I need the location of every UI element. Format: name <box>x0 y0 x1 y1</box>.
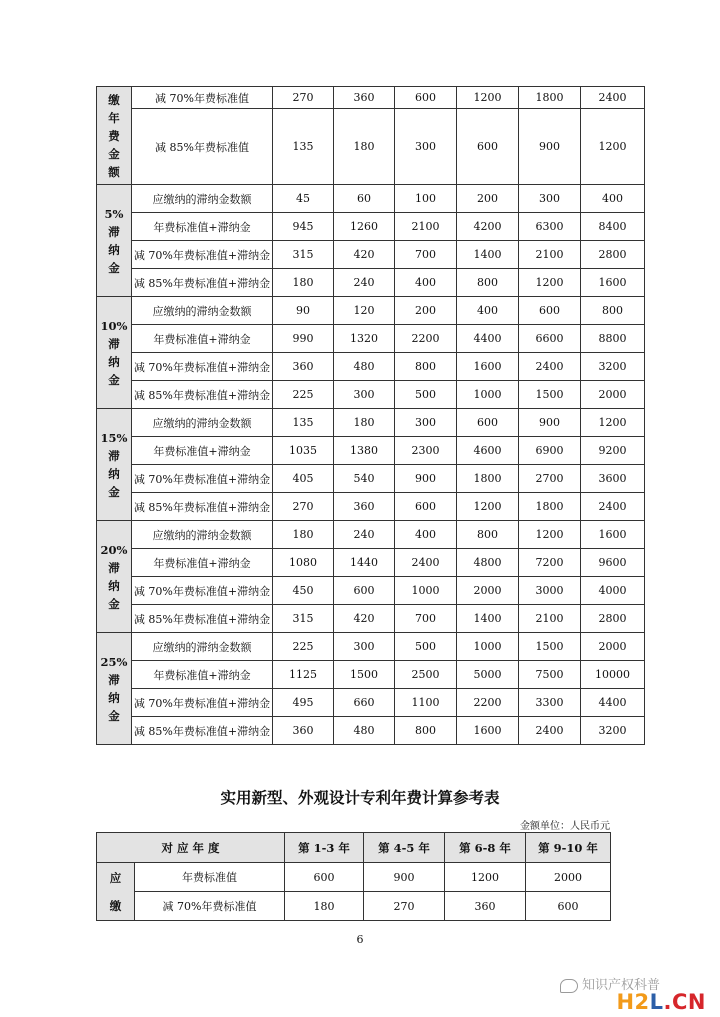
value-cell: 4600 <box>457 437 519 465</box>
value-cell: 7500 <box>519 661 581 689</box>
value-cell: 2100 <box>395 213 457 241</box>
value-cell: 60 <box>334 185 395 213</box>
row-label: 年费标准值 <box>135 863 285 892</box>
value-cell: 1600 <box>581 521 645 549</box>
value-cell: 1260 <box>334 213 395 241</box>
value-cell: 2400 <box>581 87 645 109</box>
value-cell: 200 <box>457 185 519 213</box>
value-cell: 500 <box>395 381 457 409</box>
value-cell: 10000 <box>581 661 645 689</box>
value-cell: 180 <box>273 521 334 549</box>
table-row <box>97 717 645 745</box>
value-cell: 540 <box>334 465 395 493</box>
value-cell: 1500 <box>334 661 395 689</box>
value-cell: 300 <box>395 109 457 185</box>
value-cell: 1100 <box>395 689 457 717</box>
value-cell: 1000 <box>457 633 519 661</box>
value-cell: 4200 <box>457 213 519 241</box>
row-label: 年费标准值+滞纳金 <box>132 661 273 689</box>
value-cell: 240 <box>334 269 395 297</box>
table-row <box>97 381 645 409</box>
row-label: 年费标准值+滞纳金 <box>132 325 273 353</box>
value-cell: 1440 <box>334 549 395 577</box>
value-cell: 800 <box>581 297 645 325</box>
value-cell: 4800 <box>457 549 519 577</box>
group-label <box>97 521 132 633</box>
value-cell: 900 <box>395 465 457 493</box>
utility-design-fee-table <box>96 832 611 921</box>
value-cell: 480 <box>334 353 395 381</box>
value-cell: 2400 <box>519 353 581 381</box>
value-cell: 1400 <box>457 241 519 269</box>
brand-part-3: .CN <box>663 990 706 1014</box>
value-cell: 1200 <box>457 87 519 109</box>
table-row <box>97 297 645 325</box>
value-cell: 3200 <box>581 717 645 745</box>
row-label: 减 85%年费标准值+滞纳金 <box>132 605 273 633</box>
table-row <box>97 661 645 689</box>
table-row <box>97 493 645 521</box>
table-row <box>97 549 645 577</box>
group-label-text: 5% 滞 纳 金 <box>104 206 124 275</box>
row-label: 减 70%年费标准值 <box>132 87 273 109</box>
value-cell: 315 <box>273 241 334 269</box>
table-row <box>97 465 645 493</box>
value-cell: 1200 <box>581 109 645 185</box>
brand-part-2: L <box>649 990 664 1014</box>
value-cell: 135 <box>273 109 334 185</box>
value-cell: 400 <box>457 297 519 325</box>
value-cell: 6600 <box>519 325 581 353</box>
table-row <box>97 269 645 297</box>
group-label-text: 10% 滞 纳 金 <box>100 318 128 387</box>
value-cell: 2100 <box>519 605 581 633</box>
value-cell: 4000 <box>581 577 645 605</box>
table-row <box>97 892 611 921</box>
value-cell: 1200 <box>581 409 645 437</box>
group-label <box>97 87 132 185</box>
value-cell: 9200 <box>581 437 645 465</box>
value-cell: 180 <box>285 892 364 921</box>
value-cell: 1000 <box>395 577 457 605</box>
value-cell: 3300 <box>519 689 581 717</box>
value-cell: 945 <box>273 213 334 241</box>
table-row <box>97 353 645 381</box>
page-number: 6 <box>356 933 364 946</box>
group-label <box>97 185 132 297</box>
value-cell: 360 <box>445 892 526 921</box>
value-cell: 420 <box>334 605 395 633</box>
header-cell: 第 4-5 年 <box>364 833 445 863</box>
row-label: 减 70%年费标准值+滞纳金 <box>132 353 273 381</box>
value-cell: 240 <box>334 521 395 549</box>
value-cell: 405 <box>273 465 334 493</box>
value-cell: 4400 <box>457 325 519 353</box>
header-cell: 第 1-3 年 <box>285 833 364 863</box>
value-cell: 600 <box>334 577 395 605</box>
group-label-text: 20% 滞 纳 金 <box>100 542 128 611</box>
row-label: 应缴纳的滞纳金数额 <box>132 521 273 549</box>
value-cell: 600 <box>285 863 364 892</box>
value-cell: 400 <box>395 269 457 297</box>
value-cell: 180 <box>273 269 334 297</box>
value-cell: 1800 <box>457 465 519 493</box>
value-cell: 1800 <box>519 87 581 109</box>
value-cell: 5000 <box>457 661 519 689</box>
value-cell: 600 <box>457 409 519 437</box>
row-label: 减 70%年费标准值+滞纳金 <box>132 689 273 717</box>
value-cell: 2800 <box>581 241 645 269</box>
value-cell: 360 <box>273 717 334 745</box>
value-cell: 2400 <box>395 549 457 577</box>
value-cell: 900 <box>519 409 581 437</box>
value-cell: 360 <box>334 87 395 109</box>
value-cell: 900 <box>519 109 581 185</box>
row-label: 年费标准值+滞纳金 <box>132 549 273 577</box>
watermark-text: 知识产权科普 <box>582 978 661 993</box>
value-cell: 1035 <box>273 437 334 465</box>
value-cell: 300 <box>334 381 395 409</box>
value-cell: 1380 <box>334 437 395 465</box>
value-cell: 1320 <box>334 325 395 353</box>
table-row <box>97 689 645 717</box>
value-cell: 800 <box>395 353 457 381</box>
group-label <box>97 297 132 409</box>
value-cell: 270 <box>273 493 334 521</box>
currency-unit: 金额单位：人民币元 <box>520 821 610 832</box>
value-cell: 2100 <box>519 241 581 269</box>
value-cell: 2400 <box>581 493 645 521</box>
value-cell: 8800 <box>581 325 645 353</box>
annual-fee-table <box>96 86 645 745</box>
value-cell: 4400 <box>581 689 645 717</box>
value-cell: 1400 <box>457 605 519 633</box>
value-cell: 495 <box>273 689 334 717</box>
brand-logo <box>616 990 706 1014</box>
row-label: 减 85%年费标准值+滞纳金 <box>132 381 273 409</box>
brand-part-1: H2 <box>616 990 650 1014</box>
value-cell: 3000 <box>519 577 581 605</box>
value-cell: 1125 <box>273 661 334 689</box>
value-cell: 1200 <box>445 863 526 892</box>
row-label: 年费标准值+滞纳金 <box>132 213 273 241</box>
table-row <box>97 87 645 109</box>
table-row <box>97 325 645 353</box>
group-label <box>97 409 132 521</box>
value-cell: 9600 <box>581 549 645 577</box>
value-cell: 3600 <box>581 465 645 493</box>
value-cell: 180 <box>334 409 395 437</box>
value-cell: 200 <box>395 297 457 325</box>
value-cell: 500 <box>395 633 457 661</box>
header-cell: 第 6-8 年 <box>445 833 526 863</box>
group-label-text: 应 缴 <box>109 870 122 913</box>
value-cell: 135 <box>273 409 334 437</box>
value-cell: 360 <box>334 493 395 521</box>
row-label: 减 70%年费标准值 <box>135 892 285 921</box>
value-cell: 800 <box>457 269 519 297</box>
value-cell: 180 <box>334 109 395 185</box>
value-cell: 270 <box>273 87 334 109</box>
table-row <box>97 863 611 892</box>
value-cell: 1200 <box>457 493 519 521</box>
table-row <box>97 605 645 633</box>
value-cell: 2200 <box>395 325 457 353</box>
value-cell: 1800 <box>519 493 581 521</box>
value-cell: 6300 <box>519 213 581 241</box>
row-label: 减 85%年费标准值+滞纳金 <box>132 717 273 745</box>
table-row <box>97 633 645 661</box>
value-cell: 400 <box>395 521 457 549</box>
value-cell: 120 <box>334 297 395 325</box>
table-row <box>97 241 645 269</box>
table-row <box>97 185 645 213</box>
row-label: 减 85%年费标准值+滞纳金 <box>132 493 273 521</box>
table-row <box>97 437 645 465</box>
value-cell: 6900 <box>519 437 581 465</box>
value-cell: 1500 <box>519 633 581 661</box>
value-cell: 2700 <box>519 465 581 493</box>
value-cell: 315 <box>273 605 334 633</box>
group-label-text: 25% 滞 纳 金 <box>100 654 128 723</box>
value-cell: 300 <box>334 633 395 661</box>
row-label: 应缴纳的滞纳金数额 <box>132 297 273 325</box>
value-cell: 600 <box>395 493 457 521</box>
value-cell: 8400 <box>581 213 645 241</box>
table-row <box>97 577 645 605</box>
value-cell: 3200 <box>581 353 645 381</box>
value-cell: 2000 <box>526 863 611 892</box>
value-cell: 1600 <box>581 269 645 297</box>
row-label: 应缴纳的滞纳金数额 <box>132 409 273 437</box>
group-label-text: 15% 滞 纳 金 <box>100 430 128 499</box>
value-cell: 1500 <box>519 381 581 409</box>
table-row <box>97 409 645 437</box>
row-label: 减 85%年费标准值 <box>132 109 273 185</box>
value-cell: 990 <box>273 325 334 353</box>
group-label-text: 缴 年 费 金 额 <box>108 92 120 179</box>
value-cell: 700 <box>395 605 457 633</box>
value-cell: 225 <box>273 381 334 409</box>
table-row <box>97 521 645 549</box>
value-cell: 2800 <box>581 605 645 633</box>
value-cell: 360 <box>273 353 334 381</box>
value-cell: 2000 <box>581 633 645 661</box>
value-cell: 1600 <box>457 353 519 381</box>
value-cell: 600 <box>519 297 581 325</box>
value-cell: 2500 <box>395 661 457 689</box>
row-label: 减 70%年费标准值+滞纳金 <box>132 577 273 605</box>
value-cell: 900 <box>364 863 445 892</box>
wechat-icon <box>560 979 578 993</box>
value-cell: 420 <box>334 241 395 269</box>
group-label <box>97 633 132 745</box>
row-label: 应缴纳的滞纳金数额 <box>132 185 273 213</box>
header-row <box>97 833 611 863</box>
value-cell: 450 <box>273 577 334 605</box>
value-cell: 1200 <box>519 269 581 297</box>
value-cell: 7200 <box>519 549 581 577</box>
header-cell: 第 9-10 年 <box>526 833 611 863</box>
value-cell: 225 <box>273 633 334 661</box>
value-cell: 400 <box>581 185 645 213</box>
table-row <box>97 213 645 241</box>
value-cell: 2000 <box>457 577 519 605</box>
value-cell: 45 <box>273 185 334 213</box>
value-cell: 2400 <box>519 717 581 745</box>
group-label <box>97 863 135 921</box>
value-cell: 2300 <box>395 437 457 465</box>
row-label: 减 85%年费标准值+滞纳金 <box>132 269 273 297</box>
value-cell: 600 <box>395 87 457 109</box>
value-cell: 300 <box>395 409 457 437</box>
value-cell: 800 <box>395 717 457 745</box>
value-cell: 1200 <box>519 521 581 549</box>
value-cell: 600 <box>457 109 519 185</box>
value-cell: 660 <box>334 689 395 717</box>
value-cell: 700 <box>395 241 457 269</box>
value-cell: 2000 <box>581 381 645 409</box>
value-cell: 1080 <box>273 549 334 577</box>
table2-title: 实用新型、外观设计专利年费计算参考表 <box>220 789 500 807</box>
value-cell: 600 <box>526 892 611 921</box>
row-label: 减 70%年费标准值+滞纳金 <box>132 241 273 269</box>
value-cell: 270 <box>364 892 445 921</box>
value-cell: 480 <box>334 717 395 745</box>
row-label: 应缴纳的滞纳金数额 <box>132 633 273 661</box>
value-cell: 300 <box>519 185 581 213</box>
value-cell: 100 <box>395 185 457 213</box>
value-cell: 800 <box>457 521 519 549</box>
value-cell: 1600 <box>457 717 519 745</box>
row-label: 年费标准值+滞纳金 <box>132 437 273 465</box>
table-row <box>97 109 645 185</box>
value-cell: 1000 <box>457 381 519 409</box>
header-cell: 对 应 年 度 <box>97 833 285 863</box>
value-cell: 90 <box>273 297 334 325</box>
row-label: 减 70%年费标准值+滞纳金 <box>132 465 273 493</box>
value-cell: 2200 <box>457 689 519 717</box>
